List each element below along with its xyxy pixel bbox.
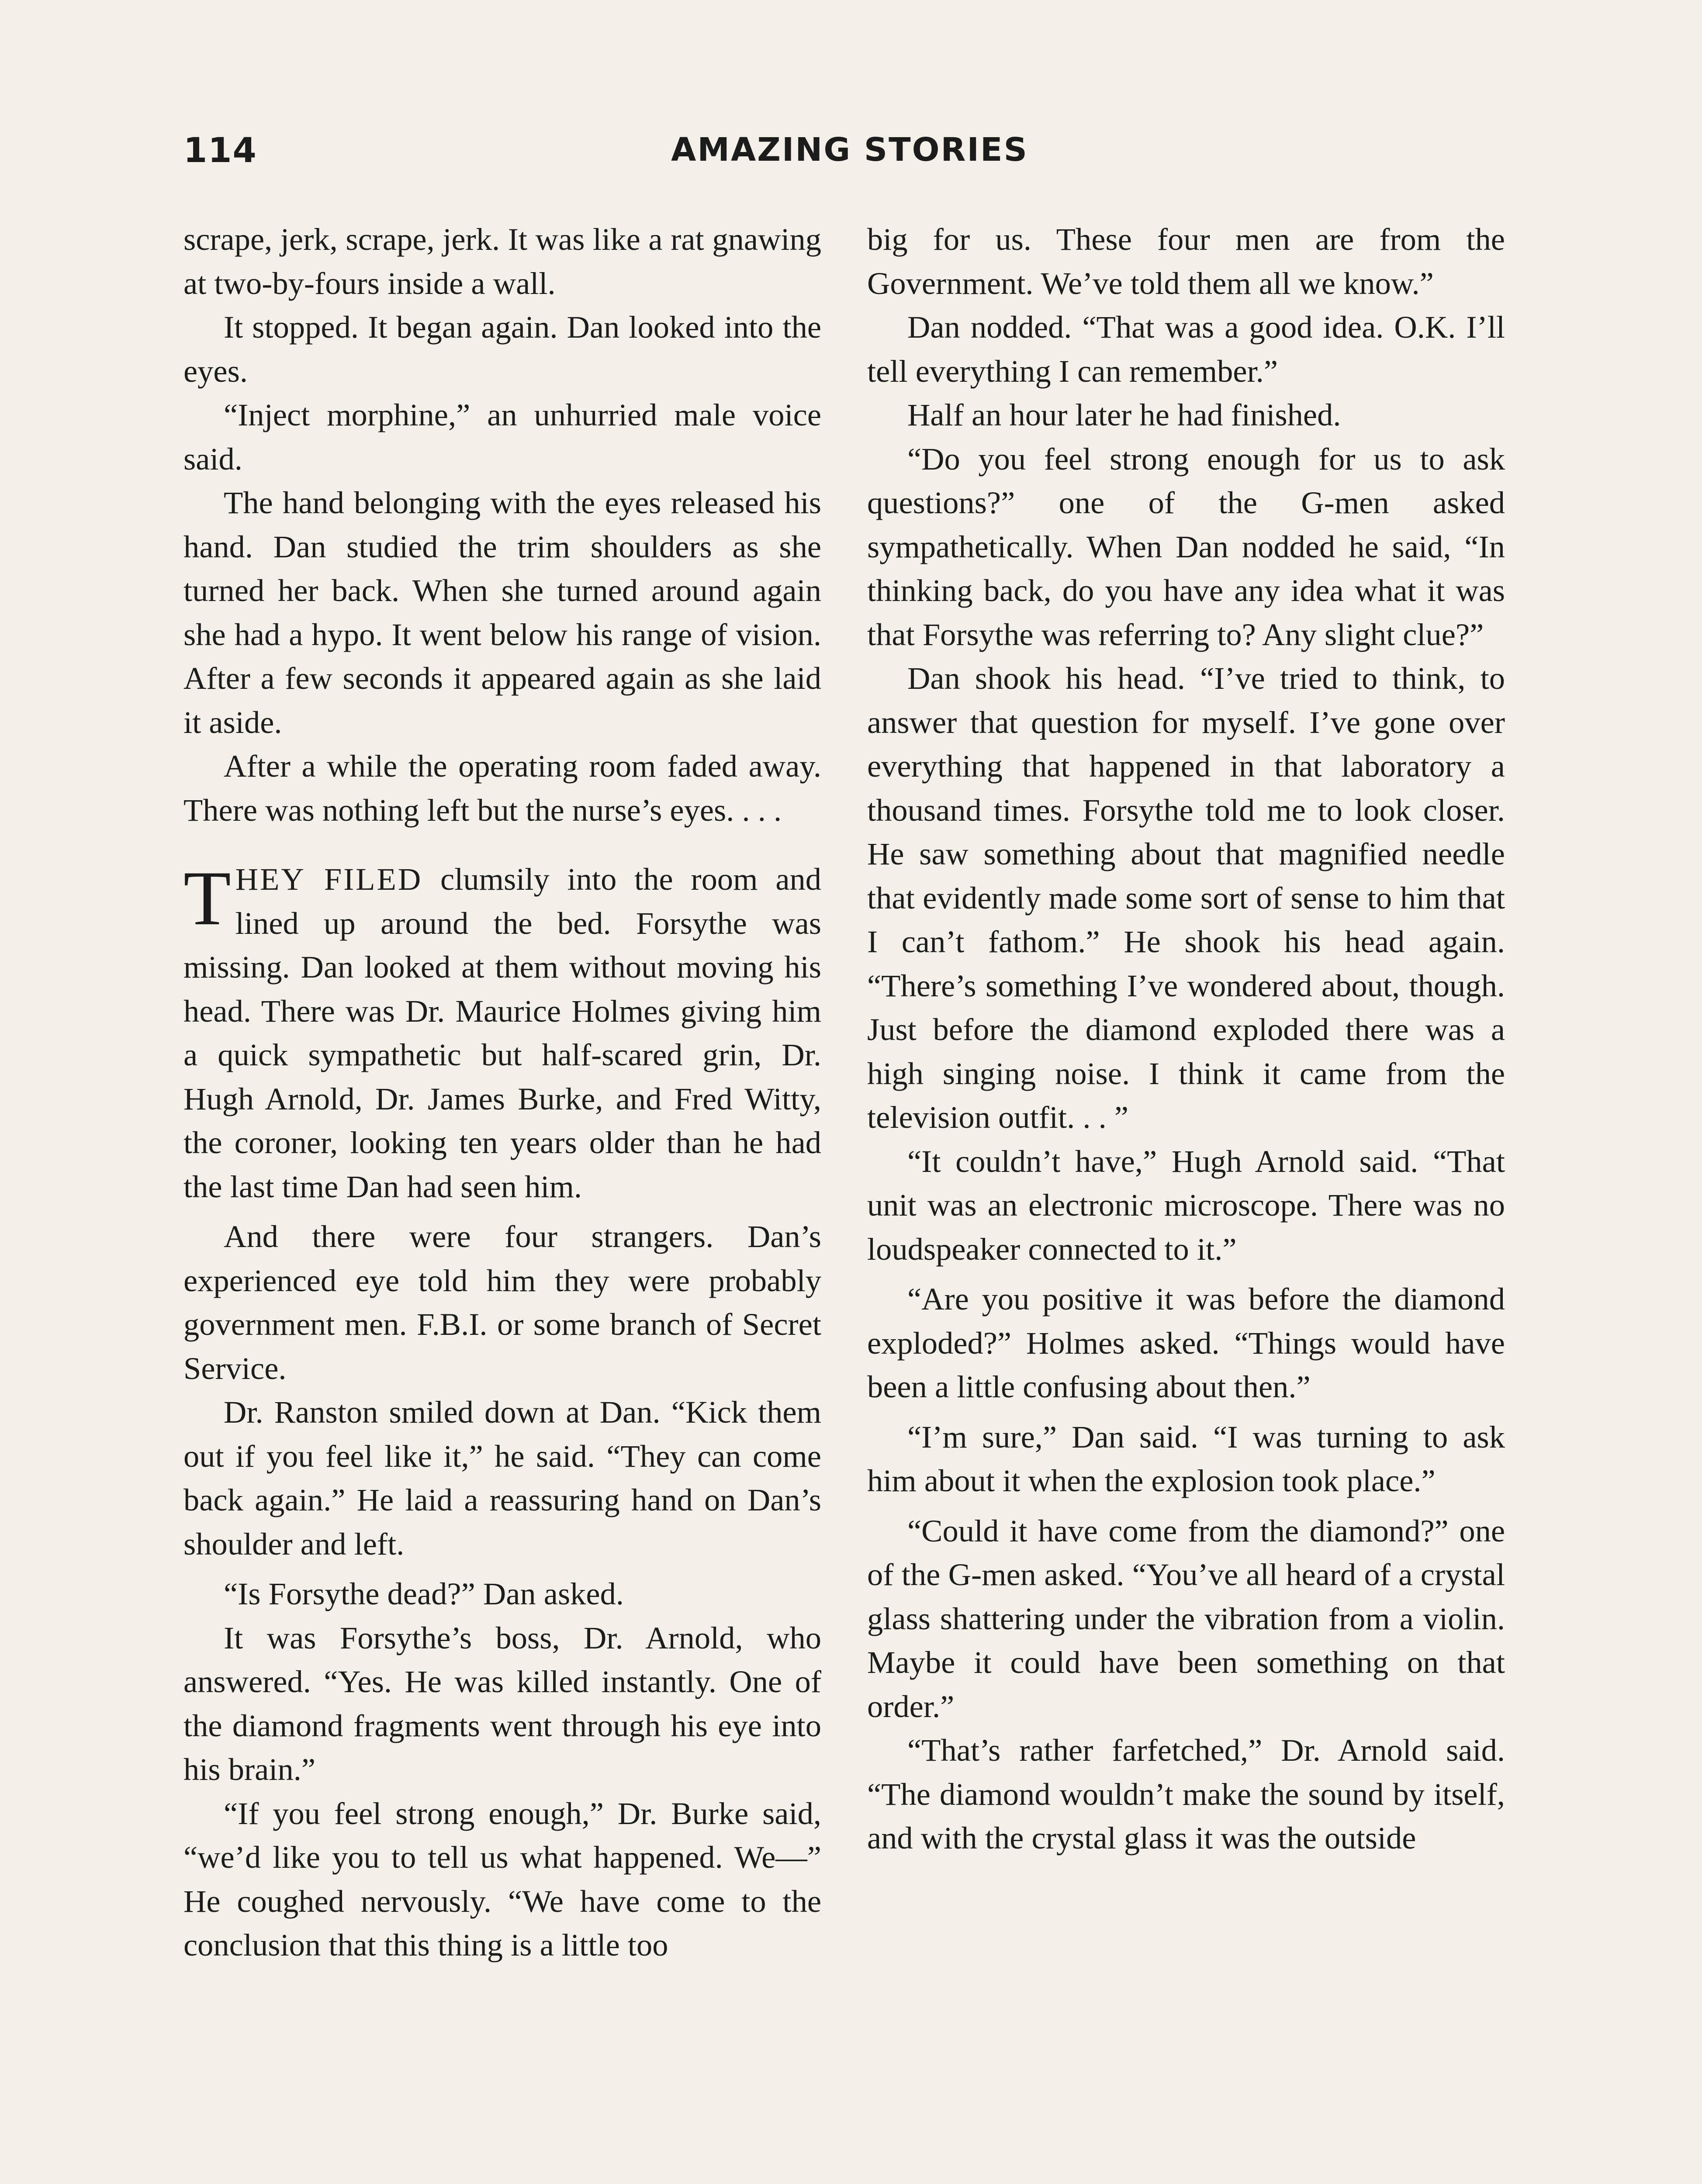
paragraph: “It couldn’t have,” Hugh Arnold said. “That unit was an electronic microscope. There was no loudspeaker connected to it.” <box>867 1143 1505 1267</box>
paragraph: And there were four strangers. Dan’s experienced eye told him they were probably government men. F.B.I. or some branch of Secret Service. <box>183 1219 821 1386</box>
section-opening-paragraph <box>183 857 821 1209</box>
left-column <box>183 218 821 1967</box>
paragraph: “Could it have come from the diamond?” one of the G-men asked. “You’ve all heard of a crystal glass shattering under the vibration from a violin. Maybe it could have been something on that order.” <box>867 1513 1505 1724</box>
page-number: 114 <box>183 131 257 170</box>
paragraph: “Are you positive it was before the diamond exploded?” Holmes asked. “Things would have been a little confusing about then.” <box>867 1281 1505 1404</box>
paragraph: Half an hour later he had finished. <box>907 397 1341 432</box>
paragraph: big for us. These four men are from the Government. We’ve told them all we know.” <box>867 221 1505 301</box>
drop-cap: T <box>183 855 231 941</box>
running-title: AMAZING STORIES <box>671 131 1028 169</box>
paragraph: “That’s rather farfetched,” Dr. Arnold said. “The diamond wouldn’t make the sound by itself, and with the crystal glass it was the outside <box>867 1732 1505 1856</box>
paragraph-text: clumsily into the room and lined up around the bed. Forsythe was missing. Dan looked at them without moving his head. There was Dr. Maurice Holmes giving him a quick sympathetic but half-scared grin, Dr. Hugh Arnold, Dr. James Burke, and Fred Witty, the coroner, looking ten years older than he had the last time Dan had seen him. <box>183 861 821 1204</box>
paragraph: “Is Forsythe dead?” Dan asked. <box>224 1576 624 1611</box>
paragraph: The hand belonging with the eyes released his hand. Dan studied the trim shoulders as she turned her back. When she turned around again she had a hypo. It went below his range of vision. After a few seconds it appeared again as she laid it aside. <box>183 485 821 740</box>
paragraph: It was Forsythe’s boss, Dr. Arnold, who answered. “Yes. He was killed instantly. One of the diamond fragments went through his eye into his brain.” <box>183 1620 821 1787</box>
paragraph: After a while the operating room faded away. There was nothing left but the nurse’s eyes. . . . <box>183 748 821 828</box>
paragraph: Dan nodded. “That was a good idea. O.K. I’ll tell everything I can remember.” <box>867 309 1505 389</box>
paragraph: “I’m sure,” Dan said. “I was turning to ask him about it when the explosion took place.” <box>867 1419 1505 1498</box>
page-header <box>183 131 1516 188</box>
paragraph: scrape, jerk, scrape, jerk. It was like a rat gnawing at two-by-fours inside a wall. <box>183 221 821 301</box>
paragraph: It stopped. It began again. Dan looked into the eyes. <box>183 309 821 389</box>
small-caps-lead: HEY FILED <box>235 861 423 897</box>
paragraph: Dr. Ranston smiled down at Dan. “Kick them out if you feel like it,” he said. “They can come back again.” He laid a reassuring hand on Dan’s shoulder and left. <box>183 1394 821 1562</box>
right-column <box>867 218 1505 1860</box>
paragraph: “Do you feel strong enough for us to ask questions?” one of the G-men asked sympathetically. When Dan nodded he said, “In thinking back, do you have any idea what it was that Forsythe was referring to? Any slight clue?” <box>867 441 1505 652</box>
paragraph: Dan shook his head. “I’ve tried to think, to answer that question for myself. I’ve gone over everything that happened in that laboratory a thousand times. Forsythe told me to look closer. He saw something about that magnified needle that evidently made some sort of sense to him that I can’t fathom.” He shook his head again. “There’s something I’ve wondered about, though. Just before the diamond exploded there was a high singing noise. I think it came from the television outfit. . . ” <box>867 660 1505 1135</box>
paragraph: “If you feel strong enough,” Dr. Burke said, “we’d like you to tell us what happened. We—” He coughed nervously. “We have come to the conclusion that this thing is a little too <box>183 1795 821 1963</box>
paragraph: “Inject morphine,” an unhurried male voice said. <box>183 397 821 477</box>
